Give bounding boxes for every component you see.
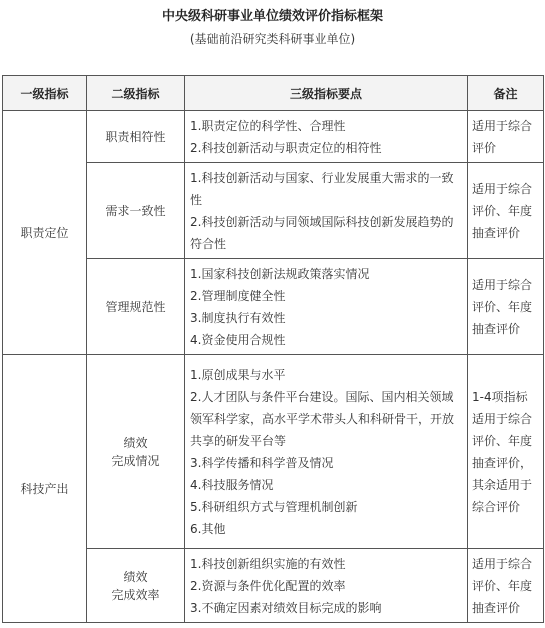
point-item: 2.管理制度健全性 xyxy=(190,288,286,303)
table-row xyxy=(3,355,544,549)
point-item: 2.人才团队与条件平台建设。国际、国内相关领域领军科学家，高水平学术带头人和科研骨干，开放共享的研发平台等 xyxy=(190,389,455,448)
level2-label: 绩效 完成情况 xyxy=(111,435,160,468)
point-item: 5.科研组织方式与管理机制创新 xyxy=(190,499,358,514)
level2-cell xyxy=(87,163,185,259)
point-item: 1.科技创新活动与国家、行业发展重大需求的一致性 xyxy=(190,170,454,207)
point-item: 3.不确定因素对绩效目标完成的影响 xyxy=(190,600,382,615)
level2-label: 职责相符性 xyxy=(105,129,166,144)
indicator-table xyxy=(2,75,544,623)
note-cell: 适用于综合评价、年度抽查评价 xyxy=(468,163,544,259)
header-level3-points: 三级指标要点 xyxy=(185,76,468,111)
point-item: 1.原创成果与水平 xyxy=(190,367,286,382)
page-title: 中央级科研事业单位绩效评价指标框架 xyxy=(161,9,383,24)
level2-cell xyxy=(87,111,185,163)
point-item: 2.科技创新活动与同领域国际科技创新发展趋势的符合性 xyxy=(190,214,454,251)
points-cell xyxy=(185,355,468,549)
points-cell xyxy=(185,163,468,259)
page-subtitle: (基础前沿研究类科研事业单位) xyxy=(189,32,356,46)
level2-label: 管理规范性 xyxy=(105,299,166,314)
level2-cell xyxy=(87,549,185,623)
level2-label: 绩效 完成效率 xyxy=(111,569,160,602)
point-item: 4.资金使用合规性 xyxy=(190,332,286,347)
point-item: 3.科学传播和科学普及情况 xyxy=(190,455,334,470)
points-cell xyxy=(185,111,468,163)
point-item: 1.科技创新组织实施的有效性 xyxy=(190,556,346,571)
level2-label: 需求一致性 xyxy=(105,203,166,218)
point-item: 3.制度执行有效性 xyxy=(190,310,286,325)
level2-cell xyxy=(87,259,185,355)
level1-cell: 职责定位 xyxy=(3,111,87,355)
points-cell xyxy=(185,259,468,355)
point-item: 2.科技创新活动与职责定位的相符性 xyxy=(190,140,382,155)
header-level2: 二级指标 xyxy=(87,76,185,111)
note-cell: 适用于综合评价、年度抽查评价 xyxy=(468,549,544,623)
points-cell xyxy=(185,549,468,623)
header-level1: 一级指标 xyxy=(3,76,87,111)
level2-cell xyxy=(87,355,185,549)
point-item: 1.国家科技创新法规政策落实情况 xyxy=(190,266,370,281)
header-notes: 备注 xyxy=(468,76,544,111)
level1-cell: 科技产出 xyxy=(3,355,87,623)
note-cell: 适用于综合评价、年度抽查评价 xyxy=(468,259,544,355)
point-item: 4.科技服务情况 xyxy=(190,477,274,492)
point-item: 1.职责定位的科学性、合理性 xyxy=(190,118,346,133)
point-item: 6.其他 xyxy=(190,521,226,536)
point-item: 2.资源与条件优化配置的效率 xyxy=(190,578,346,593)
note-cell: 1-4项指标适用于综合评价、年度抽查评价，其余适用于综合评价 xyxy=(468,355,544,549)
note-cell: 适用于综合评价 xyxy=(468,111,544,163)
table-header-row xyxy=(3,76,544,111)
table-row xyxy=(3,111,544,163)
